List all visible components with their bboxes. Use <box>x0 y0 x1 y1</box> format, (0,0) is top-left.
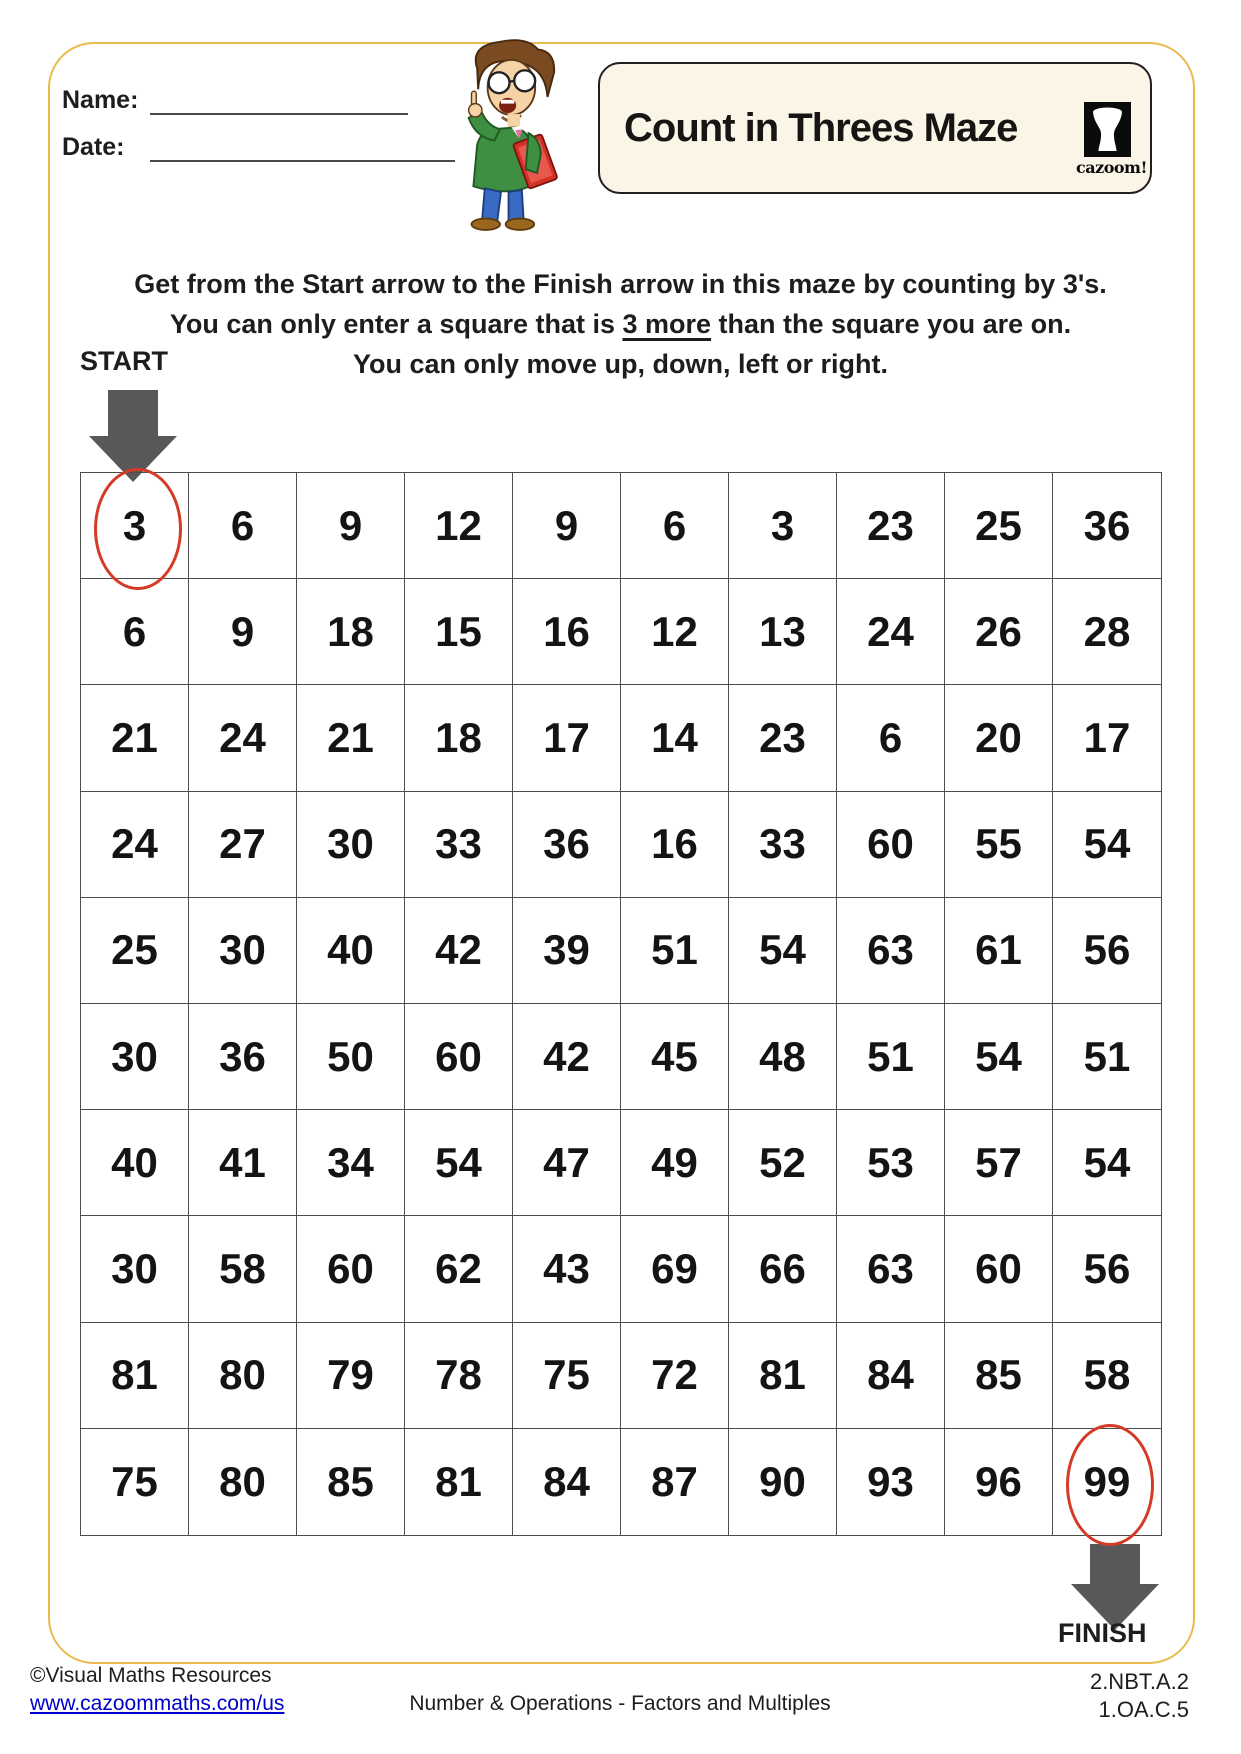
cell-number: 42 <box>543 1032 590 1080</box>
finish-label: FINISH <box>1058 1618 1147 1648</box>
grid-cell <box>297 1216 405 1322</box>
grid-cell <box>405 685 513 791</box>
grid-cell <box>297 1323 405 1429</box>
grid-cell <box>621 1429 729 1535</box>
instruction-line-2-underlined: 3 more <box>622 309 712 339</box>
grid-cell <box>189 1323 297 1429</box>
grid-cell <box>189 1110 297 1216</box>
grid-cell <box>513 1429 621 1535</box>
cell-number: 42 <box>435 926 482 974</box>
cell-number: 78 <box>435 1351 482 1399</box>
cell-number: 54 <box>975 1032 1022 1080</box>
cell-number: 40 <box>111 1138 158 1186</box>
grid-cell <box>729 1323 837 1429</box>
name-label: Name: <box>62 86 139 114</box>
grid-cell <box>297 685 405 791</box>
cell-number: 66 <box>759 1244 806 1292</box>
grid-cell <box>405 1110 513 1216</box>
grid-cell <box>729 1004 837 1110</box>
cell-number: 3 <box>770 501 795 549</box>
grid-cell <box>1053 898 1161 1004</box>
grid-cell <box>405 1216 513 1322</box>
grid-cell <box>837 1429 945 1535</box>
grid-cell <box>945 1004 1053 1110</box>
cell-number: 81 <box>759 1351 806 1399</box>
grid-cell <box>81 579 189 685</box>
cell-number: 30 <box>327 820 374 868</box>
cell-number: 39 <box>543 926 590 974</box>
cell-number: 6 <box>122 607 147 655</box>
grid-cell <box>945 792 1053 898</box>
copyright-text: ©Visual Maths Resources <box>30 1664 272 1687</box>
date-label: Date: <box>62 133 125 161</box>
grid-cell <box>1053 1004 1161 1110</box>
cell-number: 75 <box>543 1351 590 1399</box>
grid-cell <box>837 579 945 685</box>
grid-cell <box>513 1004 621 1110</box>
grid-cell <box>837 473 945 579</box>
cell-number: 23 <box>867 501 914 549</box>
grid-cell <box>729 1110 837 1216</box>
cell-number: 72 <box>651 1351 698 1399</box>
grid-cell <box>405 473 513 579</box>
cell-number: 99 <box>1083 1457 1131 1505</box>
cell-number: 9 <box>338 501 363 549</box>
cell-number: 16 <box>543 607 590 655</box>
cell-number: 57 <box>975 1138 1022 1186</box>
grid-cell <box>405 1323 513 1429</box>
cell-number: 45 <box>651 1032 698 1080</box>
instruction-line-2 <box>60 304 1181 344</box>
instruction-line-1: Get from the Start arrow to the Finish arrow in this maze by counting by 3's. <box>134 269 1107 299</box>
cell-number: 85 <box>327 1457 374 1505</box>
cell-number: 36 <box>219 1032 266 1080</box>
grid-cell <box>621 1110 729 1216</box>
cell-number: 36 <box>1083 501 1131 549</box>
cell-number: 34 <box>327 1138 374 1186</box>
cell-number: 3 <box>122 501 147 549</box>
cell-number: 56 <box>1083 926 1131 974</box>
cell-number: 27 <box>219 820 266 868</box>
grid-cell <box>729 473 837 579</box>
standard-code-1: 2.NBT.A.2 <box>1089 1669 1189 1694</box>
cell-number: 60 <box>867 820 914 868</box>
cell-number: 12 <box>651 607 698 655</box>
cell-number: 54 <box>1083 820 1131 868</box>
footer-standards <box>1090 1668 1189 1724</box>
grid-cell <box>513 579 621 685</box>
grid-cell <box>621 898 729 1004</box>
cell-number: 80 <box>219 1457 266 1505</box>
cell-number: 51 <box>867 1032 914 1080</box>
grid-cell <box>1053 792 1161 898</box>
cell-number: 61 <box>975 926 1022 974</box>
grid-cell <box>81 1429 189 1535</box>
grid-cell <box>81 792 189 898</box>
grid-cell <box>189 579 297 685</box>
cell-number: 79 <box>327 1351 374 1399</box>
cazoom-drum-icon <box>1084 102 1131 157</box>
instructions <box>60 264 1181 384</box>
grid-cell <box>81 1216 189 1322</box>
cell-number: 25 <box>111 926 158 974</box>
cell-number: 33 <box>435 820 482 868</box>
grid-cell <box>729 792 837 898</box>
cell-number: 21 <box>327 713 374 761</box>
cell-number: 54 <box>435 1138 482 1186</box>
grid-cell <box>297 1110 405 1216</box>
cell-number: 33 <box>759 820 806 868</box>
cell-number: 24 <box>111 820 158 868</box>
cell-number: 81 <box>111 1351 158 1399</box>
cell-number: 17 <box>1083 713 1131 761</box>
instruction-line-3: You can only move up, down, left or right. <box>352 349 889 379</box>
cell-number: 47 <box>543 1138 590 1186</box>
cell-number: 9 <box>554 501 579 549</box>
cell-number: 49 <box>651 1138 698 1186</box>
grid-cell <box>729 685 837 791</box>
cazoom-logo-text: cazoom! <box>1076 158 1147 177</box>
footer-credits <box>30 1662 284 1718</box>
cell-number: 50 <box>327 1032 374 1080</box>
grid-cell <box>1053 579 1161 685</box>
grid-cell <box>513 1216 621 1322</box>
cell-number: 20 <box>975 713 1022 761</box>
grid-cell <box>297 1429 405 1535</box>
grid-cell <box>297 792 405 898</box>
grid-cell <box>297 579 405 685</box>
grid-cell <box>81 473 189 579</box>
grid-cell <box>81 898 189 1004</box>
grid-cell <box>405 579 513 685</box>
grid-cell <box>945 473 1053 579</box>
cell-number: 63 <box>867 1244 914 1292</box>
cell-number: 85 <box>975 1351 1022 1399</box>
cell-number: 93 <box>867 1457 914 1505</box>
cell-number: 21 <box>111 713 158 761</box>
grid-cell <box>297 473 405 579</box>
cell-number: 41 <box>219 1138 266 1186</box>
grid-cell <box>1053 1110 1161 1216</box>
cell-number: 58 <box>219 1244 266 1292</box>
cell-number: 28 <box>1083 607 1131 655</box>
grid-cell <box>297 1004 405 1110</box>
grid-cell <box>729 1216 837 1322</box>
grid-cell <box>189 792 297 898</box>
cell-number: 55 <box>975 820 1022 868</box>
grid-cell <box>1053 473 1161 579</box>
grid-cell <box>945 579 1053 685</box>
cell-number: 48 <box>759 1032 806 1080</box>
grid-cell <box>513 473 621 579</box>
grid-cell <box>621 579 729 685</box>
grid-cell <box>837 1216 945 1322</box>
cell-number: 51 <box>1083 1032 1131 1080</box>
grid-cell <box>513 685 621 791</box>
grid-cell <box>405 898 513 1004</box>
grid-cell <box>189 685 297 791</box>
grid-cell <box>189 1216 297 1322</box>
grid-cell <box>621 685 729 791</box>
page-title: Count in Threes Maze <box>624 105 1018 150</box>
grid-cell <box>81 1004 189 1110</box>
grid-cell <box>837 898 945 1004</box>
cell-number: 54 <box>1083 1138 1131 1186</box>
grid-cell <box>81 1323 189 1429</box>
cell-number: 24 <box>867 607 914 655</box>
cell-number: 87 <box>651 1457 698 1505</box>
cell-number: 58 <box>1083 1351 1131 1399</box>
cell-number: 81 <box>435 1457 482 1505</box>
cell-number: 60 <box>435 1032 482 1080</box>
grid-cell <box>513 792 621 898</box>
grid-cell <box>729 898 837 1004</box>
cell-number: 30 <box>219 926 266 974</box>
grid-cell <box>729 579 837 685</box>
grid-cell <box>837 1004 945 1110</box>
grid-cell <box>945 898 1053 1004</box>
grid-cell <box>621 1216 729 1322</box>
cell-number: 14 <box>651 713 698 761</box>
number-grid <box>80 472 1162 1536</box>
grid-cell <box>837 685 945 791</box>
grid-cell <box>297 898 405 1004</box>
cell-number: 43 <box>543 1244 590 1292</box>
cell-number: 80 <box>219 1351 266 1399</box>
instruction-line-2-post: than the square you are on. <box>711 309 1072 339</box>
grid-cell <box>729 1429 837 1535</box>
grid-cell <box>837 792 945 898</box>
cell-number: 13 <box>759 607 806 655</box>
cell-number: 23 <box>759 713 806 761</box>
cell-number: 60 <box>975 1244 1022 1292</box>
cell-number: 30 <box>111 1244 158 1292</box>
teacher-cartoon-svg <box>424 36 576 232</box>
cell-number: 96 <box>975 1457 1022 1505</box>
teacher-cartoon-illustration <box>424 36 576 237</box>
grid-cell <box>189 1429 297 1535</box>
cell-number: 51 <box>651 926 698 974</box>
grid-cell <box>621 473 729 579</box>
footer-category: Number & Operations - Factors and Multiples <box>409 1692 831 1715</box>
grid-cell <box>1053 1323 1161 1429</box>
cell-number: 36 <box>543 820 590 868</box>
cell-number: 54 <box>759 926 806 974</box>
grid-cell <box>189 473 297 579</box>
grid-cell <box>837 1110 945 1216</box>
grid-cell <box>945 1429 1053 1535</box>
cell-number: 60 <box>327 1244 374 1292</box>
grid-cell <box>945 1110 1053 1216</box>
website-link[interactable]: www.cazoommaths.com/us <box>30 1692 285 1715</box>
grid-cell <box>513 898 621 1004</box>
name-input-line[interactable] <box>150 113 408 115</box>
cell-number: 25 <box>975 501 1022 549</box>
grid-cell <box>621 1004 729 1110</box>
cell-number: 16 <box>651 820 698 868</box>
cell-number: 6 <box>662 501 687 549</box>
cell-number: 6 <box>230 501 255 549</box>
cell-number: 15 <box>435 607 482 655</box>
cell-number: 56 <box>1083 1244 1131 1292</box>
grid-cell <box>1053 1429 1161 1535</box>
grid-cell <box>621 1323 729 1429</box>
cell-number: 18 <box>327 607 374 655</box>
cazoom-logo <box>1076 102 1147 177</box>
grid-cell <box>81 685 189 791</box>
grid-cell <box>513 1323 621 1429</box>
cell-number: 90 <box>759 1457 806 1505</box>
grid-cell <box>189 1004 297 1110</box>
cell-number: 75 <box>111 1457 158 1505</box>
grid-cell <box>945 1216 1053 1322</box>
cell-number: 9 <box>230 607 255 655</box>
cell-number: 24 <box>219 713 266 761</box>
grid-cell <box>405 1429 513 1535</box>
cell-number: 18 <box>435 713 482 761</box>
cell-number: 52 <box>759 1138 806 1186</box>
cell-number: 30 <box>111 1032 158 1080</box>
cell-number: 62 <box>435 1244 482 1292</box>
grid-cell <box>405 1004 513 1110</box>
grid-cell <box>945 685 1053 791</box>
grid-cell <box>189 898 297 1004</box>
cell-number: 17 <box>543 713 590 761</box>
grid-cell <box>621 792 729 898</box>
cell-number: 84 <box>543 1457 590 1505</box>
title-box <box>598 62 1152 194</box>
grid-cell <box>81 1110 189 1216</box>
grid-cell <box>1053 1216 1161 1322</box>
grid-cell <box>513 1110 621 1216</box>
cell-number: 6 <box>878 713 903 761</box>
cell-number: 53 <box>867 1138 914 1186</box>
start-label: START <box>80 346 168 376</box>
cell-number: 40 <box>327 926 374 974</box>
standard-code-2: 1.OA.C.5 <box>1098 1697 1189 1722</box>
cell-number: 84 <box>867 1351 914 1399</box>
cell-number: 12 <box>435 501 482 549</box>
grid-cell <box>405 792 513 898</box>
grid-cell <box>945 1323 1053 1429</box>
date-input-line[interactable] <box>150 160 455 162</box>
grid-cell <box>1053 685 1161 791</box>
cell-number: 26 <box>975 607 1022 655</box>
instruction-line-2-pre: You can only enter a square that is <box>169 309 623 339</box>
cell-number: 63 <box>867 926 914 974</box>
grid-cell <box>837 1323 945 1429</box>
cell-number: 69 <box>651 1244 698 1292</box>
